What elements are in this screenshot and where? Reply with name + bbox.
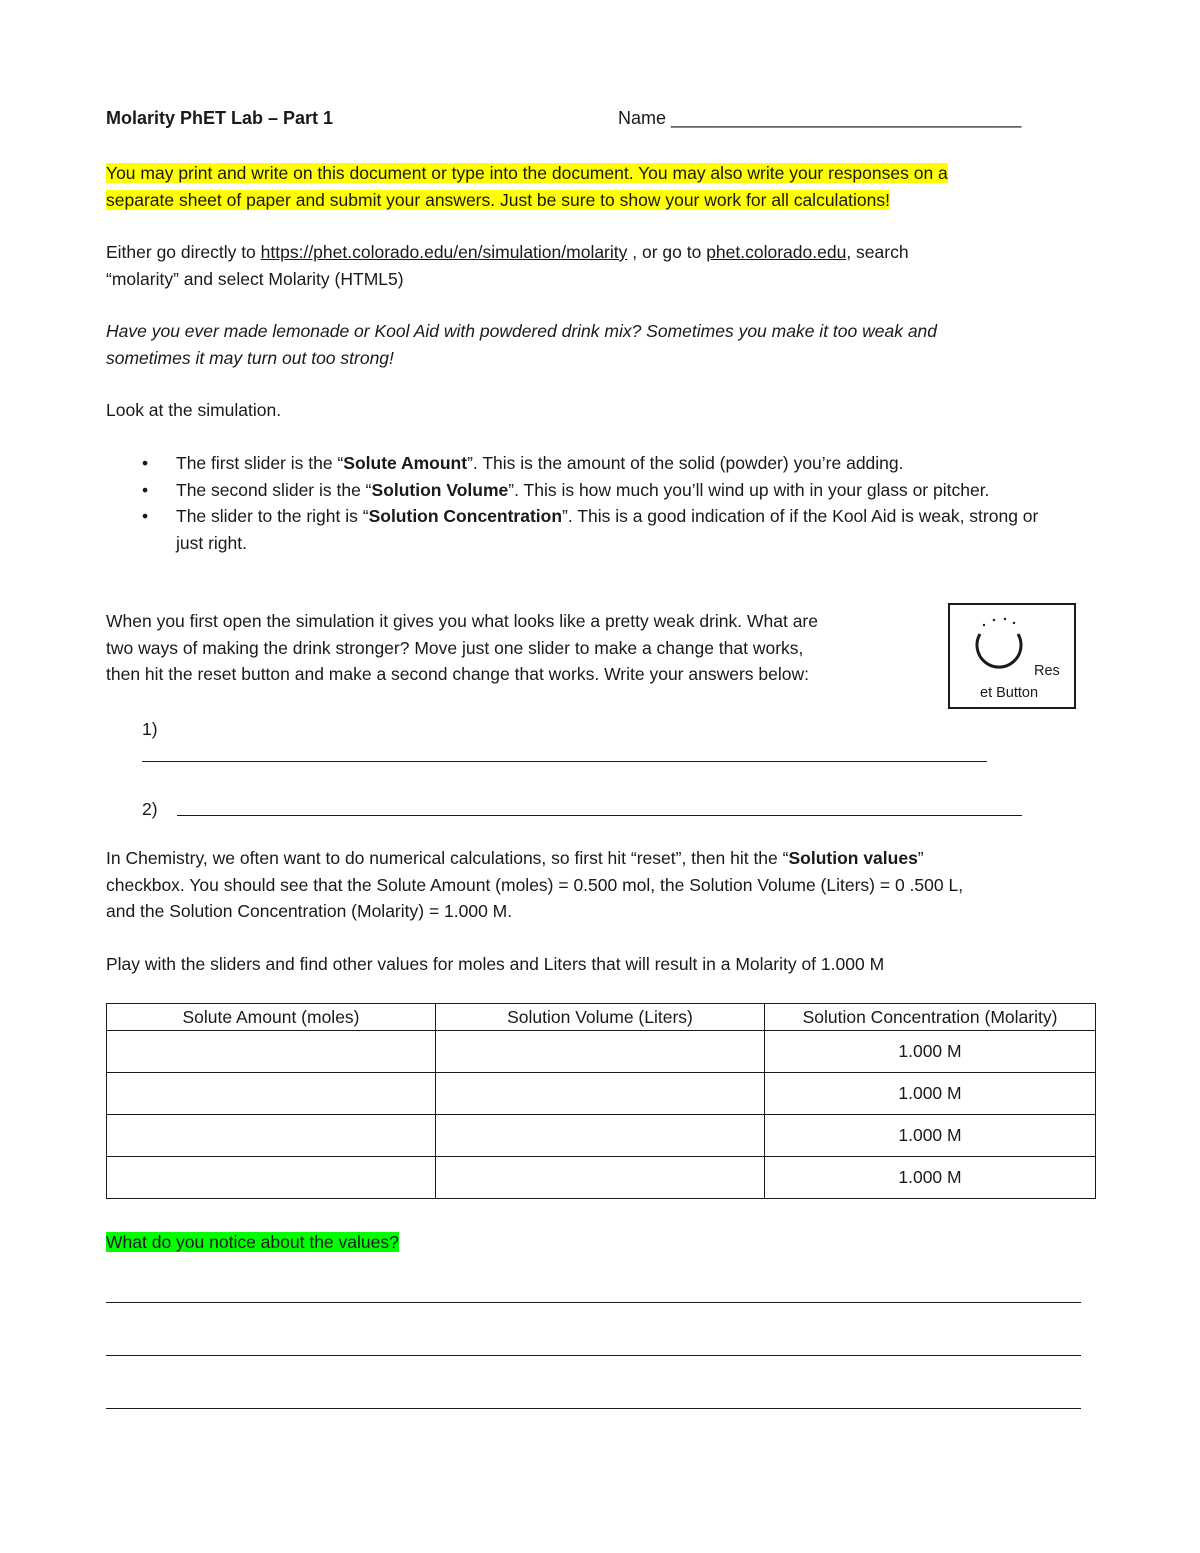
solute-cell[interactable] [107,1031,436,1073]
reset-button-box [948,603,1076,709]
directions-text: , search [846,242,909,262]
phet-molarity-link[interactable]: https://phet.colorado.edu/en/simulation/molarity [260,242,628,262]
reset-label-b: et Button [980,685,1039,701]
answer-2-line[interactable] [177,815,1022,816]
concentration-cell: 1.000 M [765,1031,1096,1073]
calc-line-2: checkbox. You should see that the Solute Amount (moles) = 0.500 mol, the Solution Volume (Liters) = 0 .500 L, [106,874,964,895]
directions-text: Either go directly to [106,242,261,262]
directions-text: , or go to [627,242,707,262]
answer-1-line[interactable] [142,761,987,762]
concentration-cell: 1.000 M [765,1115,1096,1157]
table-row [107,1157,1096,1199]
solute-cell[interactable] [107,1073,436,1115]
story-line-1: Have you ever made lemonade or Kool Aid with powdered drink mix? Sometimes you make it too weak and [106,321,938,341]
table-row [107,1073,1096,1115]
concentration-cell: 1.000 M [765,1157,1096,1199]
story-line-2: sometimes it may turn out too strong! [106,347,394,368]
intro-paragraph [106,160,948,213]
bullet-icon: • [142,506,149,526]
answer-1-label: 1) [142,719,158,739]
solution-volume-term: Solution Volume [371,479,509,500]
notice-answer-line-1[interactable] [106,1302,1081,1303]
question-line-3: then hit the reset button and make a second change that works. Write your answers below: [106,664,809,684]
bullet-icon: • [142,453,149,473]
directions-paragraph [106,239,909,292]
list-item: • The first slider is the “Solute Amount”. This is the amount of the solid (powder) you’re adding. [106,450,1096,477]
reset-label-a: Res [1034,663,1060,679]
solution-values-term: Solution values [788,848,918,868]
table-row [107,1031,1096,1073]
page-title: Molarity PhET Lab – Part 1 [106,108,334,128]
volume-cell[interactable] [436,1115,765,1157]
volume-cell[interactable] [436,1031,765,1073]
play-instruction: Play with the sliders and find other values for moles and Liters that will result in a Molarity of 1.000 M [106,954,885,974]
column-header-solute: Solute Amount (moles) [107,1004,436,1031]
reset-icon [970,613,1032,675]
list-item: • The second slider is the “Solution Volume”. This is how much you’ll wind up with in your glass or pitcher. [106,477,1026,504]
slider-descriptions [106,450,1096,556]
column-header-volume: Solution Volume (Liters) [436,1004,765,1031]
story-paragraph [106,318,937,371]
solute-amount-term: Solute Amount [343,453,468,473]
look-instruction: Look at the simulation. [106,400,282,420]
directions-line-2: “molarity” and select Molarity (HTML5) [106,268,404,289]
notice-question [106,1229,399,1256]
bullet-icon: • [142,479,149,500]
table-row [107,1115,1096,1157]
solution-concentration-term: Solution Concentration [368,506,563,526]
phet-home-link[interactable]: phet.colorado.edu [706,242,847,262]
question-paragraph [106,608,818,688]
intro-line-1: You may print and write on this document or type into the document. You may also write your responses on a [106,163,948,183]
calc-line-3: and the Solution Concentration (Molarity) = 1.000 M. [106,901,513,921]
intro-line-2: separate sheet of paper and submit your answers. Just be sure to show your work for all calculations! [106,189,891,210]
solute-cell[interactable] [107,1157,436,1199]
column-header-concentration: Solution Concentration (Molarity) [765,1004,1096,1031]
notice-answer-line-3[interactable] [106,1408,1081,1409]
table-header-row [107,1004,1096,1031]
list-item: • The slider to the right is “Solution Concentration”. This is a good indication of if the Kool Aid is weak, strong or just right. [106,503,1056,556]
calc-text: In Chemistry, we often want to do numerical calculations, so first hit “reset”, then hit the “ [106,848,789,868]
answer-2-label: 2) [142,799,158,819]
solute-cell[interactable] [107,1115,436,1157]
volume-cell[interactable] [436,1073,765,1115]
notice-question-text: What do you notice about the values? [106,1232,399,1252]
volume-cell[interactable] [436,1157,765,1199]
question-line-1: When you first open the simulation it gives you what looks like a pretty weak drink. What are [106,611,818,631]
name-field[interactable]: Name ___________________________________ [618,108,1022,128]
calc-text: ” [917,848,924,868]
notice-answer-line-2[interactable] [106,1355,1081,1356]
question-line-2: two ways of making the drink stronger? Move just one slider to make a change that works, [106,637,804,658]
calc-paragraph [106,845,963,925]
values-table [106,1003,1096,1199]
concentration-cell: 1.000 M [765,1073,1096,1115]
